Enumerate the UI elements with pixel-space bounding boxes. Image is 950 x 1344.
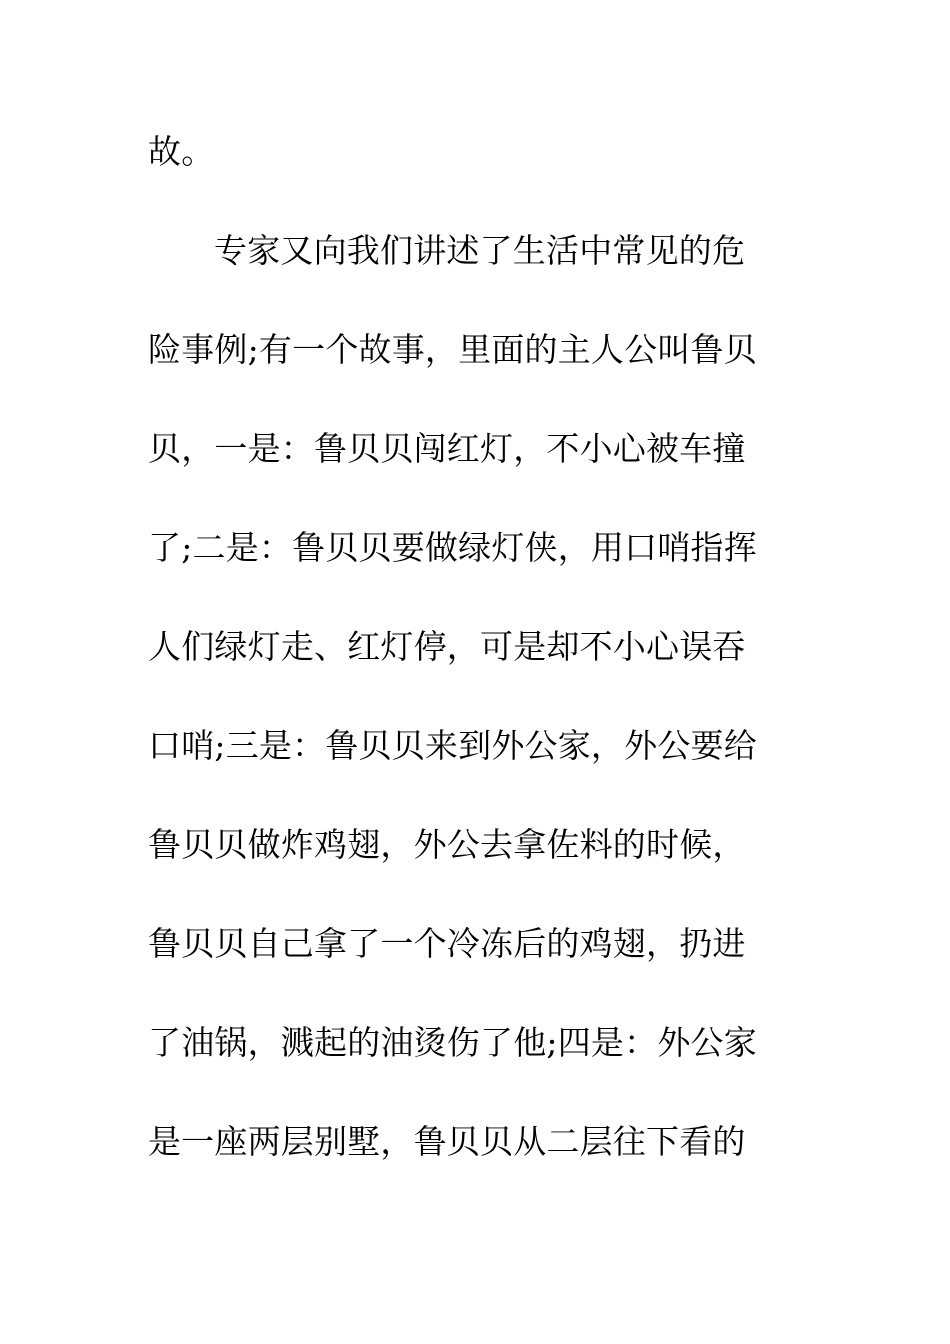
text-line: 了油锅，溅起的油烫伤了他;四是：外公家	[148, 1023, 757, 1062]
text-line: 险事例;有一个故事，里面的主人公叫鲁贝	[148, 330, 757, 369]
text-line: 口哨;三是：鲁贝贝来到外公家，外公要给	[148, 726, 757, 765]
text-line: 贝，一是：鲁贝贝闯红灯，不小心被车撞	[148, 429, 746, 468]
text-line: 了;二是：鲁贝贝要做绿灯侠，用口哨指挥	[148, 528, 757, 567]
document-body	[148, 122, 808, 1211]
text-line: 是一座两层别墅，鲁贝贝从二层往下看的	[148, 1122, 746, 1161]
text-line: 鲁贝贝自己拿了一个冷冻后的鸡翅，扔进	[148, 924, 746, 963]
text-line: 故。	[148, 132, 215, 171]
text-line: 鲁贝贝做炸鸡翅，外公去拿佐料的时候，	[148, 825, 746, 864]
text-line: 专家又向我们讲述了生活中常见的危	[214, 231, 746, 270]
text-line: 人们绿灯走、红灯停，可是却不小心误吞	[148, 627, 746, 666]
